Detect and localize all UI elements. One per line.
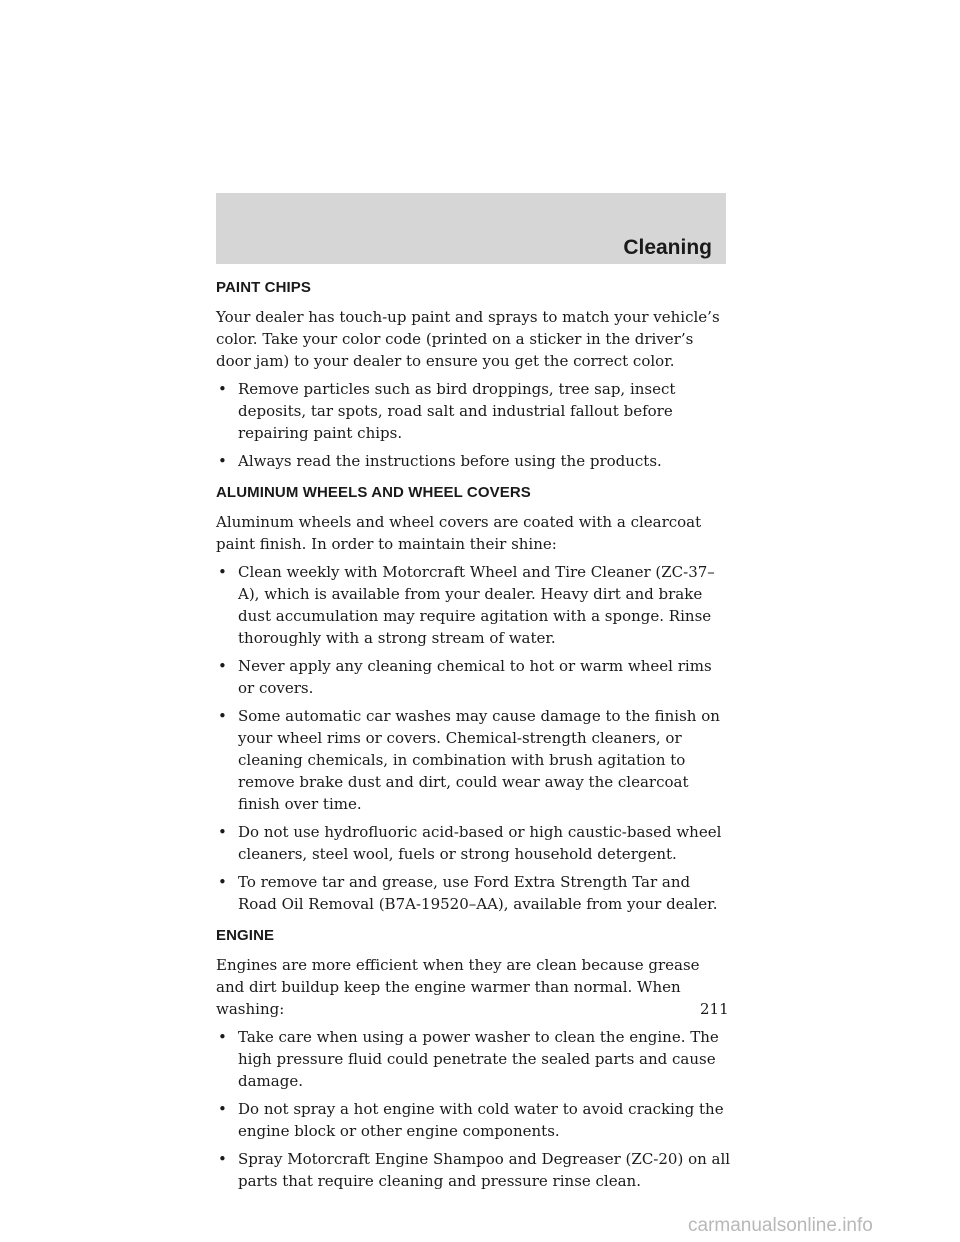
bullet-icon: • xyxy=(218,452,227,470)
bullet-text: Take care when using a power washer to clean the engine. The high pressure fluid could penetrate the sealed parts and cause damage. xyxy=(238,1028,719,1090)
bullet-text: Do not use hydrofluoric acid-based or high caustic-based wheel cleaners, steel wool, fuels or strong household detergent. xyxy=(238,823,722,863)
bullet-icon: • xyxy=(218,707,227,725)
bullet-text: Clean weekly with Motorcraft Wheel and Tire Cleaner (ZC-37–A), which is available from your dealer. Heavy dirt and brake dust accumulation may require agitation with a sponge. Rinse thoroughly with a strong stream of water. xyxy=(238,563,715,647)
bullet-list xyxy=(216,378,731,472)
page-content xyxy=(216,279,731,1204)
bullet-text: Some automatic car washes may cause damage to the finish on your wheel rims or covers. Chemical-strength cleaners, or cleaning chemicals, in combination with brush agitation to remove brake dust and dirt, could wear away the clearcoat finish over time. xyxy=(238,707,720,813)
section-engine xyxy=(216,927,731,1192)
section-heading: ENGINE xyxy=(216,927,275,944)
bullet-text: Always read the instructions before using the products. xyxy=(238,452,662,470)
section-title: Cleaning xyxy=(623,236,712,259)
bullet-icon: • xyxy=(218,1150,227,1168)
bullet-text: Never apply any cleaning chemical to hot or warm wheel rims or covers. xyxy=(238,657,712,697)
bullet-list xyxy=(216,561,731,915)
bullet-icon: • xyxy=(218,563,227,581)
bullet-item xyxy=(216,561,731,649)
bullet-item xyxy=(216,821,731,865)
bullet-item xyxy=(216,871,731,915)
section-heading: ALUMINUM WHEELS AND WHEEL COVERS xyxy=(216,484,531,501)
bullet-icon: • xyxy=(218,873,227,891)
bullet-item xyxy=(216,378,731,444)
bullet-item xyxy=(216,705,731,815)
bullet-item xyxy=(216,1098,731,1142)
bullet-icon: • xyxy=(218,657,227,675)
section-paragraph: Aluminum wheels and wheel covers are coated with a clearcoat paint finish. In order to maintain their shine: xyxy=(216,513,702,553)
bullet-text: Spray Motorcraft Engine Shampoo and Degreaser (ZC-20) on all parts that require cleaning and pressure rinse clean. xyxy=(238,1150,731,1190)
bullet-text: Do not spray a hot engine with cold water to avoid cracking the engine block or other engine components. xyxy=(238,1100,724,1140)
bullet-list xyxy=(216,1026,731,1192)
bullet-icon: • xyxy=(218,1100,227,1118)
bullet-item xyxy=(216,450,731,472)
section-aluminum-wheels xyxy=(216,484,731,915)
bullet-icon: • xyxy=(218,1028,227,1046)
section-header-band xyxy=(216,193,726,264)
bullet-icon: • xyxy=(218,380,227,398)
bullet-text: Remove particles such as bird droppings, tree sap, insect deposits, tar spots, road salt and industrial fallout before repairing paint chips. xyxy=(238,380,676,442)
section-paragraph: Engines are more efficient when they are clean because grease and dirt buildup keep the engine warmer than normal. When washing: xyxy=(216,956,700,1018)
bullet-item xyxy=(216,655,731,699)
bullet-item xyxy=(216,1148,731,1192)
page-number: 211 xyxy=(700,1000,729,1018)
section-paragraph: Your dealer has touch-up paint and sprays to match your vehicle’s color. Take your color code (printed on a sticker in the driver’s door jam) to your dealer to ensure you get the correct color. xyxy=(216,308,720,370)
bullet-icon: • xyxy=(218,823,227,841)
section-paint-chips xyxy=(216,279,731,472)
watermark: carmanualsonline.info xyxy=(688,1215,873,1236)
section-heading: PAINT CHIPS xyxy=(216,279,311,296)
bullet-text: To remove tar and grease, use Ford Extra Strength Tar and Road Oil Removal (B7A-19520–AA), available from your dealer. xyxy=(238,873,718,913)
bullet-item xyxy=(216,1026,731,1092)
